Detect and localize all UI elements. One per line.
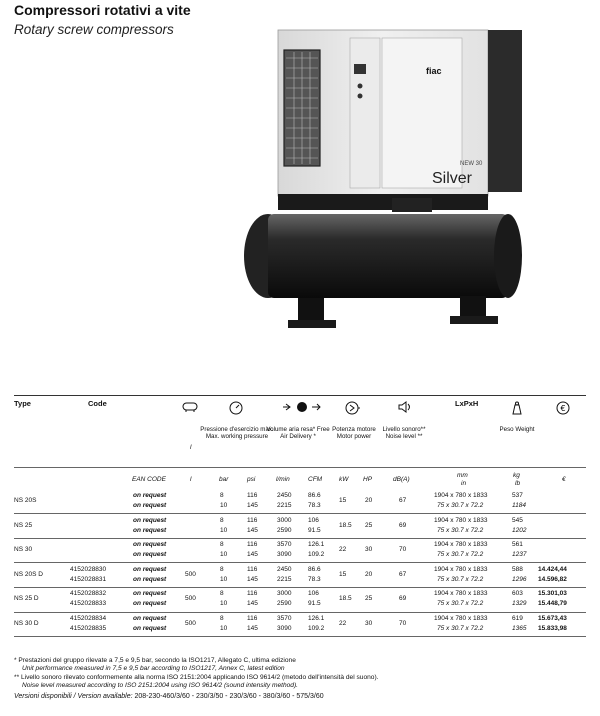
row-lmin: 2590 — [277, 600, 292, 608]
row-bar: 10 — [220, 600, 228, 608]
row-cfm: 78.3 — [308, 502, 321, 509]
row-lmin: 2215 — [277, 502, 292, 509]
row-psi: 145 — [247, 600, 258, 608]
unit-lmin: l/min — [276, 476, 290, 483]
row-psi: 145 — [247, 575, 258, 583]
row-price: 15.673,43 — [538, 615, 567, 622]
row-dba: 69 — [399, 595, 407, 603]
row-cfm: 126.1 — [308, 541, 325, 549]
page-subtitle: Rotary screw compressors — [14, 22, 174, 37]
row-lmin: 3000 — [277, 590, 292, 598]
row-code: 4152028835 — [70, 625, 107, 632]
weight-description: Peso Weight — [499, 426, 535, 433]
row-cfm: 78.3 — [308, 575, 321, 583]
row-lmin: 3570 — [277, 615, 292, 622]
row-divider — [14, 538, 586, 539]
volume-description: Volume aria resa* Free Air Delivery * — [266, 426, 330, 441]
unit-kw: kW — [339, 476, 349, 483]
row-psi: 116 — [247, 565, 258, 573]
unit-ean: EAN CODE — [132, 476, 166, 483]
row-lb: 1329 — [512, 600, 527, 608]
row-code: 4152028833 — [70, 600, 107, 608]
row-liters: 500 — [185, 570, 196, 578]
unit-mm: mm — [457, 472, 468, 479]
row-type: NS 20S — [14, 497, 37, 504]
row-lmin: 3090 — [277, 551, 292, 559]
row-psi: 116 — [247, 615, 258, 622]
row-dba: 70 — [399, 546, 407, 554]
row-kw: 18.5 — [339, 521, 352, 529]
row-hp: 30 — [365, 546, 373, 554]
row-ean: on request — [133, 492, 167, 499]
row-hp: 30 — [365, 620, 373, 627]
row-bar: 8 — [220, 492, 224, 499]
row-cfm: 91.5 — [308, 600, 321, 608]
unit-dba: dB(A) — [393, 476, 410, 483]
airflow-icon — [282, 401, 322, 413]
pressure-gauge-icon — [229, 401, 243, 415]
row-ean: on request — [133, 600, 167, 608]
row-bar: 10 — [220, 551, 228, 559]
unit-cfm: CFM — [308, 476, 323, 483]
row-bar: 10 — [220, 502, 228, 509]
footnote-1-en: Unit performance measured in 7,5 e 9,5 bar according to ISO1217, Annex C, latest edition — [22, 665, 285, 672]
row-cfm: 91.5 — [308, 526, 321, 534]
row-lmin: 3090 — [277, 625, 292, 632]
row-type: NS 25 D — [14, 595, 39, 603]
row-bar: 8 — [220, 615, 224, 622]
row-divider — [14, 513, 586, 514]
row-kg: 619 — [512, 615, 523, 622]
row-dim-mm: 1904 x 780 x 1833 — [434, 516, 488, 524]
row-dim-in: 75 x 30.7 x 72.2 — [437, 575, 484, 583]
row-cfm: 106 — [308, 516, 319, 524]
row-divider — [14, 612, 586, 613]
row-dba: 67 — [399, 497, 407, 504]
footnote-2-en: Noise level measured according to ISO 2151:2004 using ISO 9614/2 (sound intensity method). — [22, 682, 299, 689]
row-lb: 1184 — [512, 502, 526, 509]
row-dim-mm: 1904 x 780 x 1833 — [434, 590, 488, 598]
row-ean: on request — [133, 575, 167, 583]
row-hp: 25 — [365, 595, 373, 603]
row-ean: on request — [133, 590, 167, 598]
model-label: Silver — [432, 170, 473, 187]
row-liters: 500 — [185, 620, 196, 627]
weight-icon — [510, 401, 524, 415]
row-type: NS 25 — [14, 521, 33, 529]
unit-in: in — [461, 480, 467, 487]
row-ean: on request — [133, 625, 167, 632]
row-dim-in: 75 x 30.7 x 72.2 — [437, 502, 484, 509]
row-dba: 67 — [399, 570, 407, 578]
header-type: Type — [14, 399, 31, 408]
unit-psi: psi — [247, 476, 256, 483]
row-price: 15.301,03 — [538, 590, 567, 598]
row-bar: 10 — [220, 575, 228, 583]
row-lmin: 3570 — [277, 541, 292, 549]
row-kg: 537 — [512, 492, 523, 499]
row-hp: 20 — [365, 570, 373, 578]
unit-lb: lb — [515, 480, 521, 487]
versions-value: 208-230-460/3/60 - 230/3/50 - 230/3/60 - 380/3/60 - 575/3/60 — [132, 693, 324, 700]
unit-liters: l — [190, 476, 192, 483]
footnote-2-it: ** Livello sonoro rilevato conformemente alla norma ISO 2151:2004 applicando ISO 9614/2 (metodo dell'intensità del suono). — [14, 674, 379, 681]
row-hp: 25 — [365, 521, 373, 529]
row-ean: on request — [133, 526, 167, 534]
row-code: 4152028830 — [70, 565, 107, 573]
pressure-description: Pressione d'esercizio max. Max. working pressure — [200, 426, 274, 441]
row-bar: 10 — [220, 526, 228, 534]
row-code: 4152028832 — [70, 590, 107, 598]
row-psi: 116 — [247, 590, 258, 598]
row-dim-mm: 1904 x 780 x 1833 — [434, 615, 488, 622]
row-kg: 561 — [512, 541, 523, 549]
row-kw: 22 — [339, 620, 347, 627]
row-bar: 8 — [220, 590, 224, 598]
row-cfm: 126.1 — [308, 615, 325, 622]
row-lmin: 2590 — [277, 526, 292, 534]
row-kg: 545 — [512, 516, 523, 524]
row-ean: on request — [133, 516, 167, 524]
unit-bar: bar — [219, 476, 229, 483]
row-kg: 588 — [512, 565, 523, 573]
row-lmin: 2215 — [277, 575, 292, 583]
row-price: 14.596,82 — [538, 575, 567, 583]
row-lmin: 2450 — [277, 492, 292, 499]
row-cfm: 109.2 — [308, 551, 325, 559]
euro-icon — [556, 401, 570, 415]
row-kg: 603 — [512, 590, 523, 598]
row-divider — [14, 587, 586, 588]
liters-description: l — [190, 444, 192, 451]
row-lb: 1365 — [512, 625, 527, 632]
unit-hp: HP — [363, 476, 373, 483]
table-top-rule — [14, 395, 586, 396]
row-lb: 1296 — [512, 575, 527, 583]
row-cfm: 86.6 — [308, 565, 321, 573]
row-psi: 145 — [247, 625, 258, 632]
row-dim-in: 75 x 30.7 x 72.2 — [437, 625, 484, 632]
row-divider — [14, 562, 586, 563]
row-kw: 18.5 — [339, 595, 352, 603]
row-psi: 145 — [247, 551, 258, 559]
footnote-1-it: * Prestazioni del gruppo rilevate a 7,5 e 9,5 bar, secondo la ISO1217, Allegato C, ultima edizione — [14, 657, 296, 664]
row-bar: 10 — [220, 625, 228, 632]
row-dim-mm: 1904 x 780 x 1833 — [434, 492, 488, 499]
page-title: Compressori rotativi a vite — [14, 2, 191, 18]
row-price: 15.448,79 — [538, 600, 567, 608]
row-psi: 145 — [247, 502, 258, 509]
row-cfm: 109.2 — [308, 625, 325, 632]
row-ean: on request — [133, 541, 167, 549]
row-ean: on request — [133, 502, 167, 509]
row-liters: 500 — [185, 595, 196, 603]
row-dim-mm: 1904 x 780 x 1833 — [434, 541, 488, 549]
row-kw: 15 — [339, 570, 347, 578]
row-bar: 8 — [220, 565, 224, 573]
row-lmin: 2450 — [277, 565, 292, 573]
row-lmin: 3000 — [277, 516, 292, 524]
row-psi: 116 — [247, 541, 258, 549]
unit-kg: kg — [513, 472, 520, 479]
row-dim-mm: 1904 x 780 x 1833 — [434, 565, 488, 573]
unit-price: € — [562, 476, 566, 483]
row-dba: 70 — [399, 620, 407, 627]
row-type: NS 30 — [14, 546, 33, 554]
row-psi: 116 — [247, 492, 258, 499]
power-description: Potenza motore Motor power — [332, 426, 376, 441]
units-top-rule — [14, 467, 586, 468]
row-cfm: 106 — [308, 590, 319, 598]
model-badge: NEW 30 — [460, 161, 483, 167]
row-kw: 15 — [339, 497, 347, 504]
row-ean: on request — [133, 565, 167, 573]
row-ean: on request — [133, 551, 167, 559]
compressor-image — [242, 28, 524, 338]
row-kw: 22 — [339, 546, 347, 554]
row-lb: 1202 — [512, 526, 527, 534]
row-bar: 8 — [220, 516, 224, 524]
row-bar: 8 — [220, 541, 224, 549]
brand-logo: fiac — [426, 66, 442, 76]
speaker-icon — [398, 401, 414, 413]
row-cfm: 86.6 — [308, 492, 321, 499]
row-type: NS 20S D — [14, 570, 43, 578]
row-type: NS 30 D — [14, 620, 39, 627]
row-dim-in: 75 x 30.7 x 72.2 — [437, 551, 484, 559]
tank-icon — [182, 401, 198, 413]
row-hp: 20 — [365, 497, 373, 504]
header-dims: LxPxH — [455, 399, 479, 408]
row-price: 15.833,98 — [538, 625, 567, 632]
row-psi: 116 — [247, 516, 258, 524]
noise-description: Livello sonoro** Noise level ** — [382, 426, 426, 441]
versions-line — [14, 692, 324, 701]
versions-label: Versioni disponibili / Version available: — [14, 693, 133, 700]
row-divider — [14, 636, 586, 637]
row-code: 4152028831 — [70, 575, 107, 583]
row-dim-in: 75 x 30.7 x 72.2 — [437, 600, 484, 608]
row-dim-in: 75 x 30.7 x 72.2 — [437, 526, 484, 534]
row-lb: 1237 — [512, 551, 527, 559]
row-code: 4152028834 — [70, 615, 107, 622]
row-psi: 145 — [247, 526, 258, 534]
motor-icon — [345, 401, 361, 415]
row-price: 14.424,44 — [538, 565, 567, 573]
row-ean: on request — [133, 615, 167, 622]
svg-text:€: € — [560, 404, 566, 413]
header-code: Code — [88, 399, 107, 408]
row-dba: 69 — [399, 521, 407, 529]
